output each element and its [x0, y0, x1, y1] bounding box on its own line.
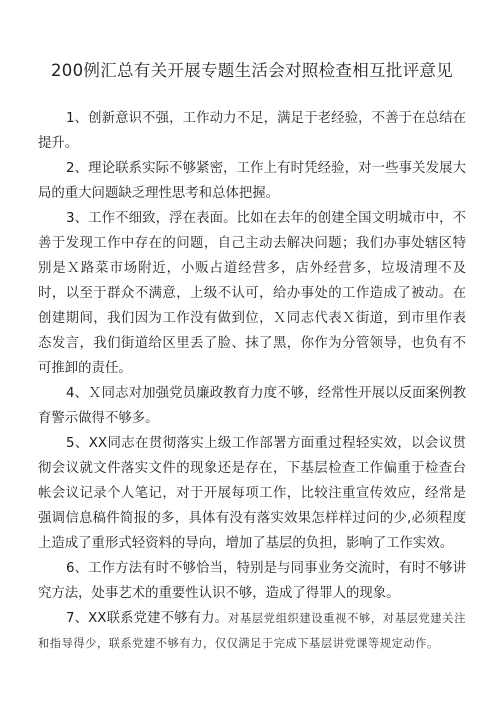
paragraph-6: 6、工作方法有时不够恰当，特别是与同事业务交流时，有时不够讲究方法，处事艺术的重要性认识不够，造成了得罪人的现象。: [38, 561, 466, 601]
paragraph-7: [38, 606, 466, 656]
paragraph-3: 3、工作不细致，浮在表面。比如在去年的创建全国文明城市中，不善于发现工作中存在的问题，自己主动去解决问题；我们办事处辖区特别是Ｘ路菜市场附近，小贩占道经营多，店外经营多，垃圾清理不及时，以至于群众不满意，上级不认可，给办事处的工作造成了被动。在创建期间，我们因为工作没有做到位，Ｘ同志代表Ｘ街道，到市里作表态发言，我们街道给区里丢了脸、抹了黑，你作为分管领导，也负有不可推卸的责任。: [38, 211, 466, 376]
paragraph-7-lead: 7、XX联系党建不够有力。: [66, 611, 229, 626]
paragraph-4: 4、Ｘ同志对加强党员廉政教育力度不够，经常性开展以反面案例教育警示做得不够多。: [38, 386, 466, 426]
document-page: [38, 58, 466, 656]
paragraph-1: 1、创新意识不强，工作动力不足，满足于老经验，不善于在总结在提升。: [38, 111, 466, 151]
paragraph-5: 5、XX同志在贯彻落实上级工作部署方面重过程轻实效，以会议贯彻会议就文件落实文件的现象还是存在，下基层检查工作偏重于检查台帐会议记录个人笔记，对于开展每项工作，比较注重宣传效应，经常是强调信息稿件简报的多，具体有没有落实效果怎样样过问的少,必须程度上造成了重形式轻资料的导向，增加了基层的负担，影响了工作实效。: [38, 436, 466, 551]
document-title: 200例汇总有关开展专题生活会对照检查相互批评意见: [51, 61, 453, 80]
paragraph-7-tail: 对基层党组织建设重视不够，对基层党建关注和指导得少，联系党建不够有力，仅仅满足于完成下基层讲党课等规定动作。: [38, 612, 466, 650]
paragraph-2: 2、理论联系实际不够紧密，工作上有时凭经验，对一些事关发展大局的重大问题缺乏理性思考和总体把握。: [38, 161, 466, 201]
